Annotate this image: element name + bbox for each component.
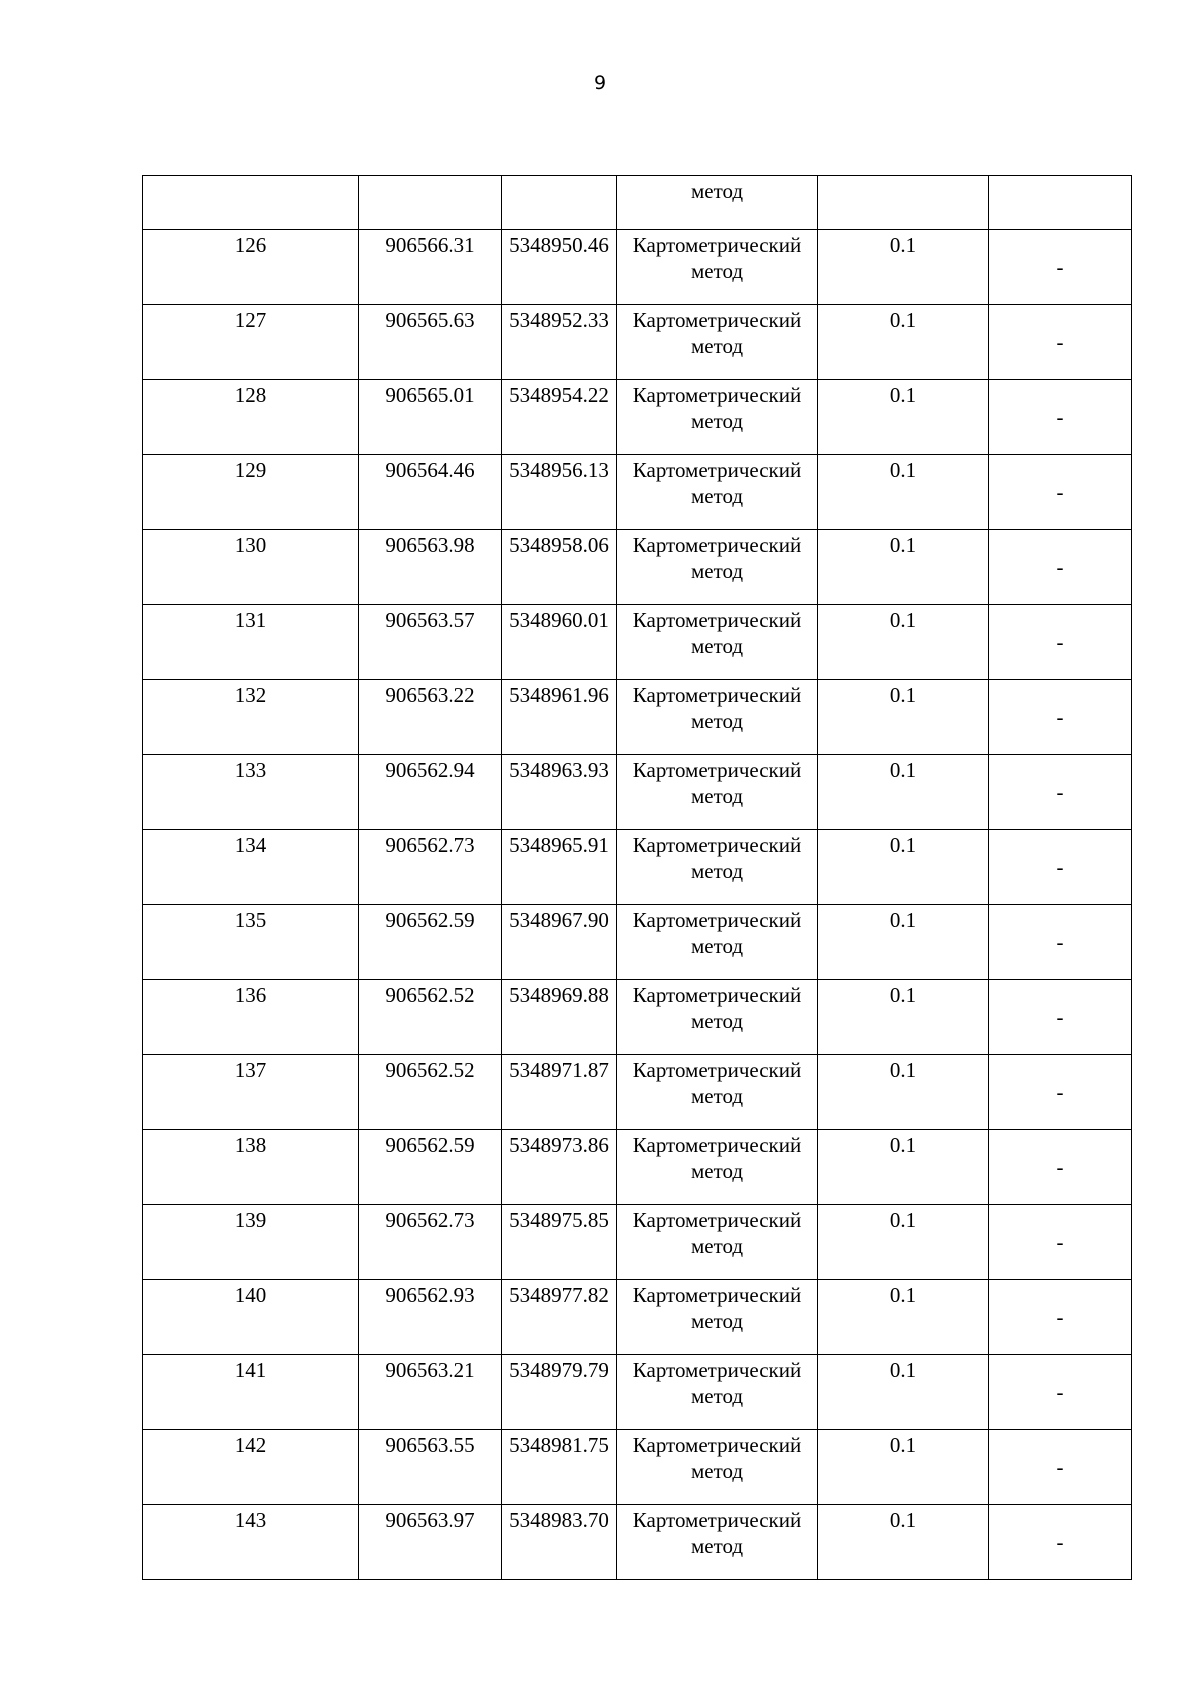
accuracy-cell: 0.1 [818, 605, 989, 680]
y-coordinate-cell: 5348965.91 [502, 830, 617, 905]
coordinates-table-body [143, 176, 1132, 1580]
y-coordinate-cell: 5348967.90 [502, 905, 617, 980]
continued-num-cell [143, 176, 359, 230]
method-cell [617, 230, 818, 305]
accuracy-cell: 0.1 [818, 980, 989, 1055]
method-line-2: метод [690, 1009, 744, 1033]
y-coordinate-cell: 5348960.01 [502, 605, 617, 680]
method-cell [617, 530, 818, 605]
table-row [143, 980, 1132, 1055]
table-row [143, 830, 1132, 905]
note-cell: - [989, 455, 1132, 530]
x-coordinate-cell: 906564.46 [359, 455, 502, 530]
method-line-2: метод [690, 1534, 744, 1558]
method-cell [617, 1130, 818, 1205]
method-cell [617, 1055, 818, 1130]
x-coordinate-cell: 906563.97 [359, 1505, 502, 1580]
x-coordinate-cell: 906563.98 [359, 530, 502, 605]
x-coordinate-cell: 906566.31 [359, 230, 502, 305]
x-coordinate-cell: 906563.21 [359, 1355, 502, 1430]
note-cell: - [989, 1055, 1132, 1130]
method-line-2: метод [690, 1159, 744, 1183]
method-line-2: метод [690, 334, 744, 358]
y-coordinate-cell: 5348963.93 [502, 755, 617, 830]
table-row [143, 905, 1132, 980]
method-line-1: Картометрический [632, 1508, 802, 1532]
method-line-2: метод [690, 559, 744, 583]
table-row [143, 1280, 1132, 1355]
point-number-cell: 126 [143, 230, 359, 305]
accuracy-cell: 0.1 [818, 380, 989, 455]
method-line-2: метод [690, 484, 744, 508]
method-line-2: метод [690, 1384, 744, 1408]
x-coordinate-cell: 906565.63 [359, 305, 502, 380]
x-coordinate-cell: 906563.55 [359, 1430, 502, 1505]
y-coordinate-cell: 5348950.46 [502, 230, 617, 305]
accuracy-cell: 0.1 [818, 905, 989, 980]
accuracy-cell: 0.1 [818, 455, 989, 530]
note-cell: - [989, 680, 1132, 755]
accuracy-cell: 0.1 [818, 680, 989, 755]
note-cell: - [989, 530, 1132, 605]
note-cell: - [989, 1355, 1132, 1430]
method-cell [617, 1355, 818, 1430]
accuracy-cell: 0.1 [818, 1055, 989, 1130]
y-coordinate-cell: 5348956.13 [502, 455, 617, 530]
note-cell: - [989, 1505, 1132, 1580]
x-coordinate-cell: 906562.73 [359, 1205, 502, 1280]
y-coordinate-cell: 5348977.82 [502, 1280, 617, 1355]
method-line-2: метод [690, 1234, 744, 1258]
x-coordinate-cell: 906562.59 [359, 905, 502, 980]
method-line-1: Картометрический [632, 983, 802, 1007]
note-cell: - [989, 905, 1132, 980]
continued-note-cell [989, 176, 1132, 230]
table-row [143, 755, 1132, 830]
note-cell: - [989, 1205, 1132, 1280]
method-cell [617, 455, 818, 530]
y-coordinate-cell: 5348971.87 [502, 1055, 617, 1130]
method-cell [617, 380, 818, 455]
accuracy-cell: 0.1 [818, 1205, 989, 1280]
method-line-2: метод [690, 709, 744, 733]
point-number-cell: 132 [143, 680, 359, 755]
method-line-1: Картометрический [632, 1208, 802, 1232]
note-cell: - [989, 380, 1132, 455]
method-cell [617, 980, 818, 1055]
method-line-2: метод [690, 409, 744, 433]
point-number-cell: 134 [143, 830, 359, 905]
accuracy-cell: 0.1 [818, 1430, 989, 1505]
accuracy-cell: 0.1 [818, 830, 989, 905]
table-row [143, 680, 1132, 755]
method-cell [617, 605, 818, 680]
accuracy-cell: 0.1 [818, 1280, 989, 1355]
accuracy-cell: 0.1 [818, 1505, 989, 1580]
method-line-1: Картометрический [632, 1358, 802, 1382]
method-line-1: Картометрический [632, 383, 802, 407]
table-row [143, 455, 1132, 530]
accuracy-cell: 0.1 [818, 1130, 989, 1205]
method-line-2: метод [690, 784, 744, 808]
table-row [143, 1355, 1132, 1430]
method-cell [617, 905, 818, 980]
table-row [143, 1130, 1132, 1205]
point-number-cell: 137 [143, 1055, 359, 1130]
note-cell: - [989, 605, 1132, 680]
continued-method-cell: метод [617, 176, 818, 230]
method-line-1: Картометрический [632, 1283, 802, 1307]
y-coordinate-cell: 5348958.06 [502, 530, 617, 605]
continued-accuracy-cell [818, 176, 989, 230]
method-line-1: Картометрический [632, 308, 802, 332]
method-cell [617, 1505, 818, 1580]
x-coordinate-cell: 906563.22 [359, 680, 502, 755]
accuracy-cell: 0.1 [818, 755, 989, 830]
method-cell [617, 1280, 818, 1355]
point-number-cell: 142 [143, 1430, 359, 1505]
method-cell [617, 755, 818, 830]
y-coordinate-cell: 5348983.70 [502, 1505, 617, 1580]
table-row [143, 1205, 1132, 1280]
method-line-1: Картометрический [632, 1058, 802, 1082]
point-number-cell: 141 [143, 1355, 359, 1430]
method-cell [617, 1430, 818, 1505]
accuracy-cell: 0.1 [818, 305, 989, 380]
x-coordinate-cell: 906565.01 [359, 380, 502, 455]
method-line-1: Картометрический [632, 1433, 802, 1457]
point-number-cell: 139 [143, 1205, 359, 1280]
note-cell: - [989, 1130, 1132, 1205]
point-number-cell: 143 [143, 1505, 359, 1580]
point-number-cell: 133 [143, 755, 359, 830]
continued-x-cell [359, 176, 502, 230]
y-coordinate-cell: 5348981.75 [502, 1430, 617, 1505]
method-line-1: Картометрический [632, 908, 802, 932]
method-cell [617, 680, 818, 755]
x-coordinate-cell: 906562.52 [359, 980, 502, 1055]
y-coordinate-cell: 5348969.88 [502, 980, 617, 1055]
y-coordinate-cell: 5348975.85 [502, 1205, 617, 1280]
x-coordinate-cell: 906562.52 [359, 1055, 502, 1130]
point-number-cell: 136 [143, 980, 359, 1055]
note-cell: - [989, 1430, 1132, 1505]
point-number-cell: 130 [143, 530, 359, 605]
x-coordinate-cell: 906562.93 [359, 1280, 502, 1355]
y-coordinate-cell: 5348979.79 [502, 1355, 617, 1430]
point-number-cell: 138 [143, 1130, 359, 1205]
method-cell [617, 305, 818, 380]
note-cell: - [989, 830, 1132, 905]
table-row [143, 230, 1132, 305]
point-number-cell: 127 [143, 305, 359, 380]
point-number-cell: 140 [143, 1280, 359, 1355]
table-row [143, 530, 1132, 605]
point-number-cell: 135 [143, 905, 359, 980]
table-row [143, 1430, 1132, 1505]
method-line-2: метод [690, 1309, 744, 1333]
coordinates-table [142, 175, 1132, 1580]
method-line-1: Картометрический [632, 608, 802, 632]
note-cell: - [989, 755, 1132, 830]
method-line-1: Картометрический [632, 833, 802, 857]
y-coordinate-cell: 5348952.33 [502, 305, 617, 380]
y-coordinate-cell: 5348973.86 [502, 1130, 617, 1205]
method-line-2: метод [690, 1459, 744, 1483]
y-coordinate-cell: 5348961.96 [502, 680, 617, 755]
point-number-cell: 128 [143, 380, 359, 455]
method-line-2: метод [690, 259, 744, 283]
note-cell: - [989, 305, 1132, 380]
table-row [143, 1055, 1132, 1130]
method-line-1: Картометрический [632, 458, 802, 482]
x-coordinate-cell: 906562.59 [359, 1130, 502, 1205]
accuracy-cell: 0.1 [818, 1355, 989, 1430]
x-coordinate-cell: 906563.57 [359, 605, 502, 680]
continued-y-cell [502, 176, 617, 230]
y-coordinate-cell: 5348954.22 [502, 380, 617, 455]
note-cell: - [989, 980, 1132, 1055]
method-line-1: Картометрический [632, 533, 802, 557]
method-line-2: метод [690, 634, 744, 658]
method-cell [617, 830, 818, 905]
table-row [143, 605, 1132, 680]
page-number: 9 [593, 72, 607, 94]
method-line-1: Картометрический [632, 233, 802, 257]
x-coordinate-cell: 906562.94 [359, 755, 502, 830]
table-row [143, 1505, 1132, 1580]
method-line-1: Картометрический [632, 683, 802, 707]
method-line-2: метод [690, 1084, 744, 1108]
x-coordinate-cell: 906562.73 [359, 830, 502, 905]
point-number-cell: 129 [143, 455, 359, 530]
table-row [143, 305, 1132, 380]
continued-row [143, 176, 1132, 230]
method-line-1: Картометрический [632, 758, 802, 782]
table-row [143, 380, 1132, 455]
method-line-1: Картометрический [632, 1133, 802, 1157]
accuracy-cell: 0.1 [818, 230, 989, 305]
point-number-cell: 131 [143, 605, 359, 680]
method-line-2: метод [690, 934, 744, 958]
note-cell: - [989, 230, 1132, 305]
method-line-2: метод [690, 859, 744, 883]
note-cell: - [989, 1280, 1132, 1355]
method-cell [617, 1205, 818, 1280]
accuracy-cell: 0.1 [818, 530, 989, 605]
